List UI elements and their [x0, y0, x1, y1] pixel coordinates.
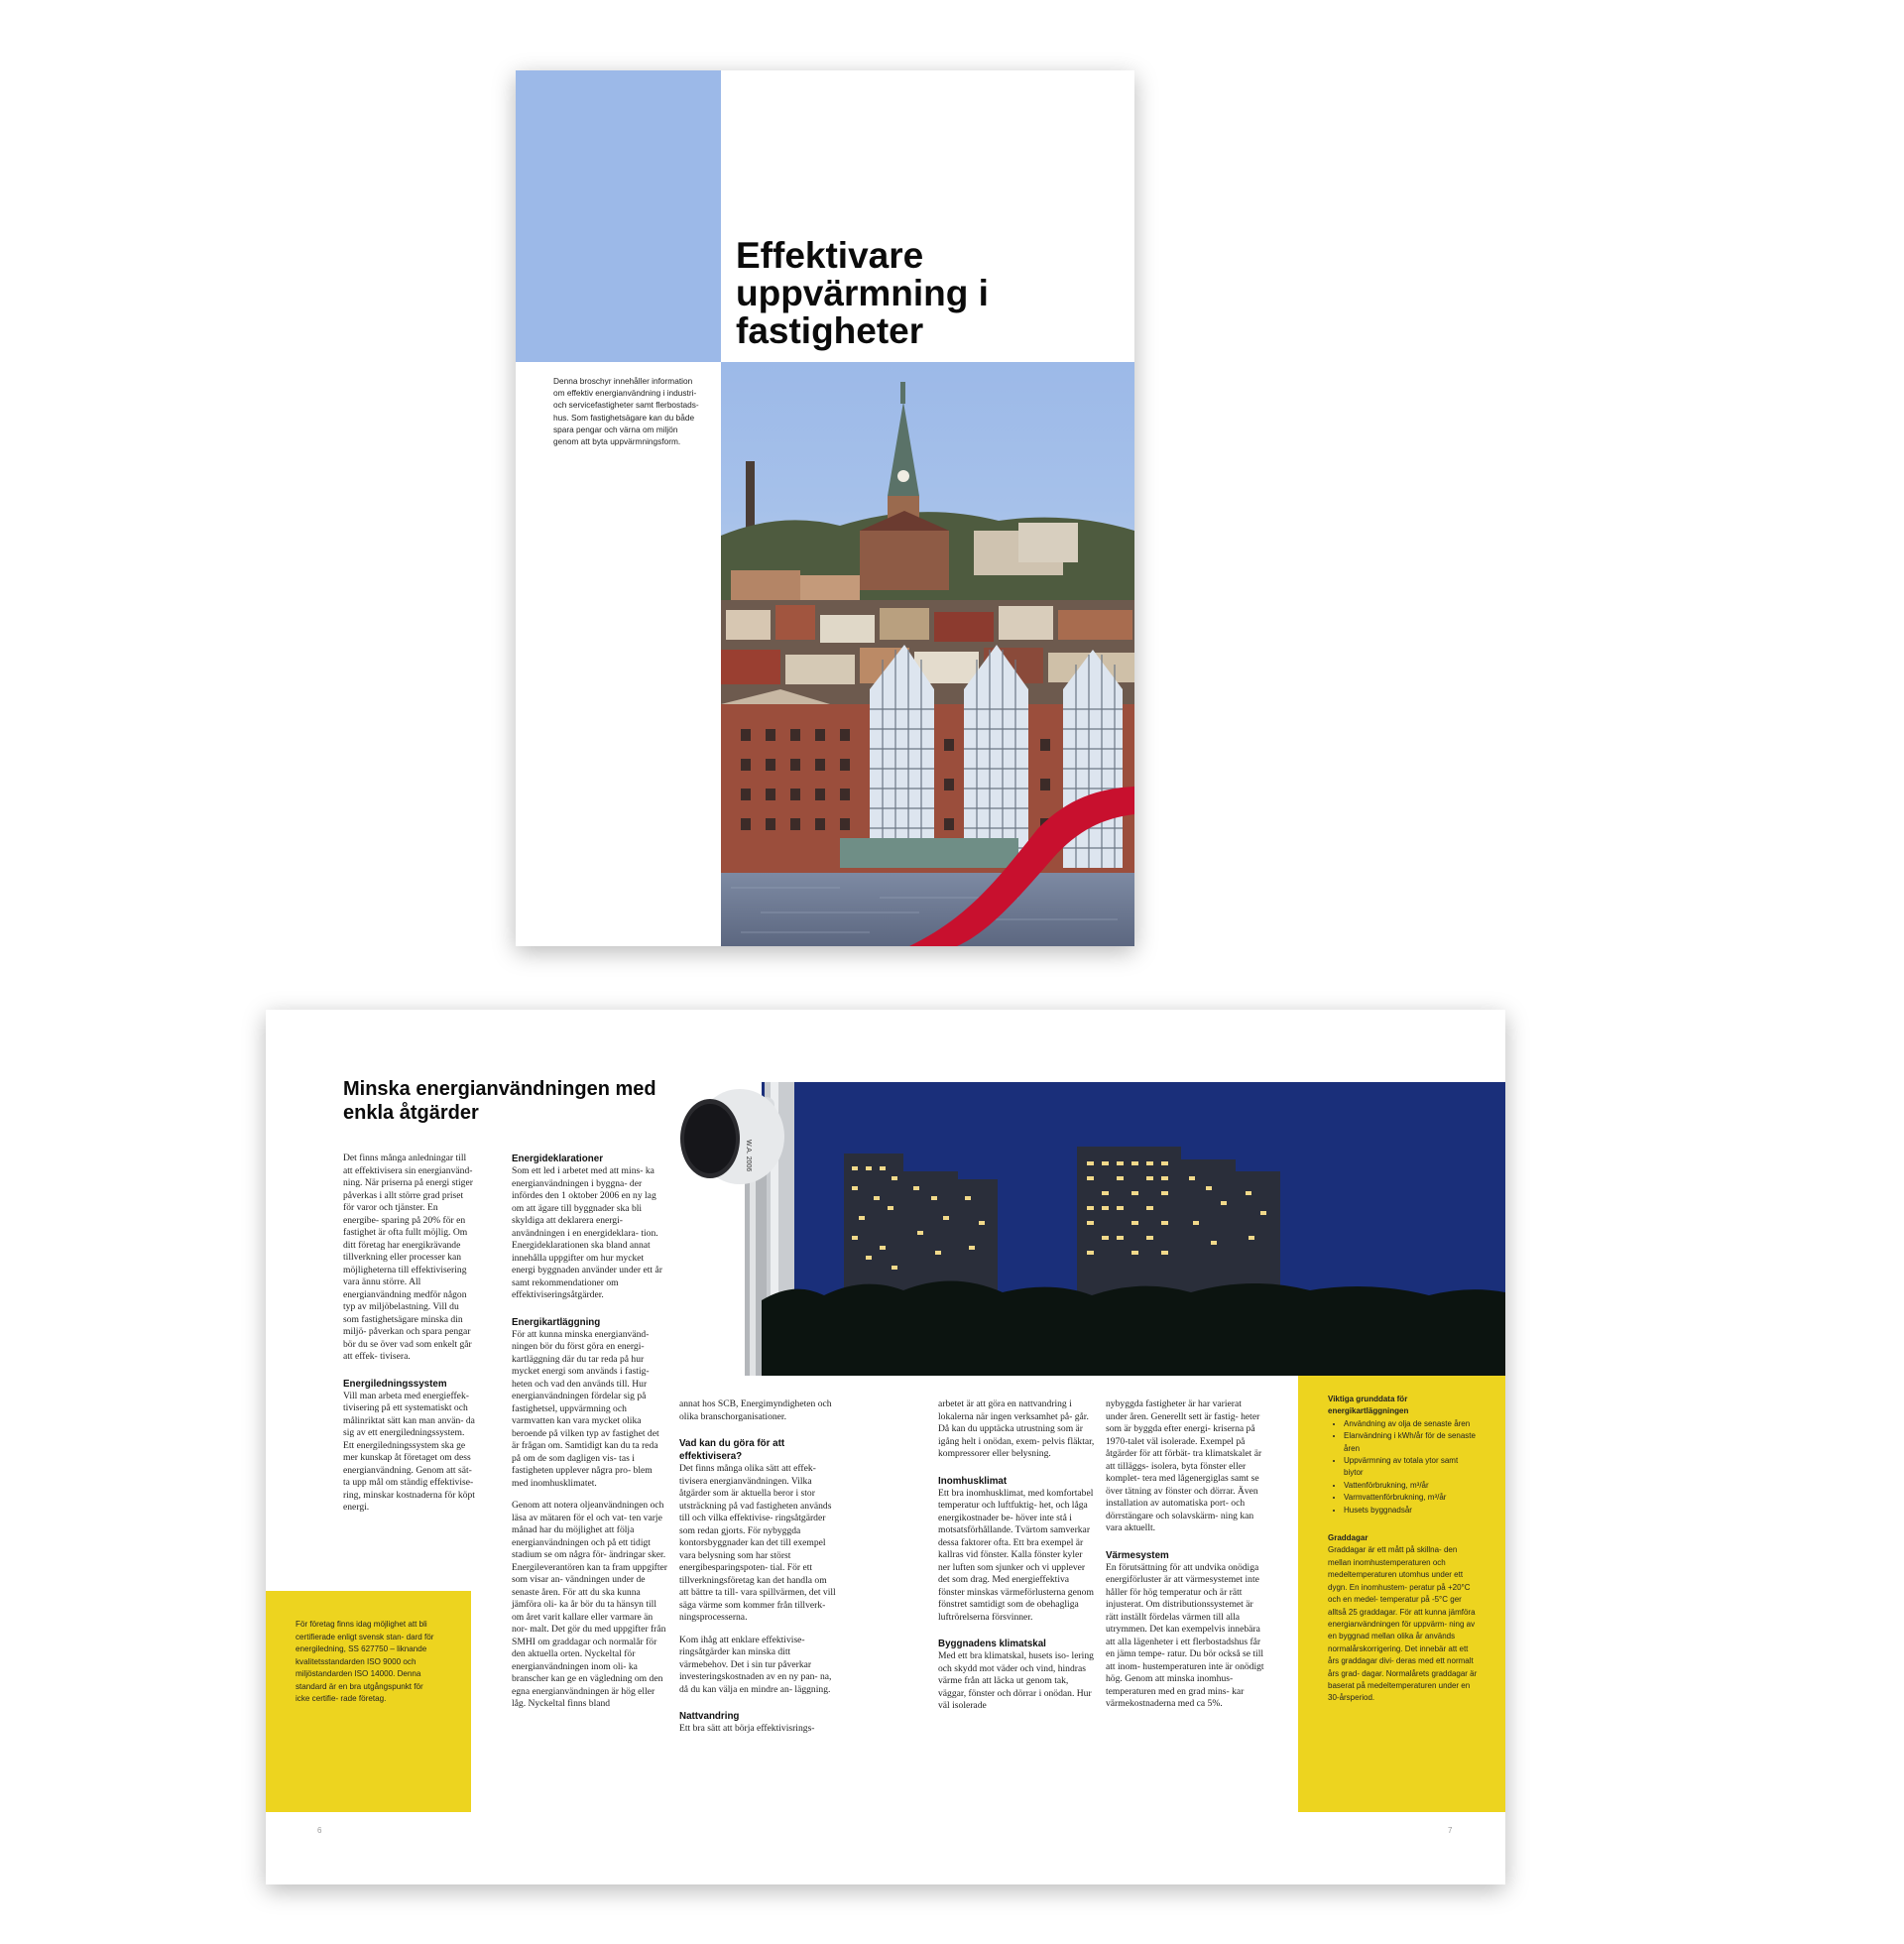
subheading-varmesystem: Värmesystem: [1106, 1549, 1169, 1561]
spread-heading: Minska energianvändningen med enkla åtgärder: [343, 1078, 656, 1124]
graddagar-heading: Graddagar: [1328, 1533, 1368, 1543]
cover-blue-block: [516, 70, 721, 362]
paragraph: annat hos SCB, Energimyndigheten och olika branschorganisationer.: [679, 1398, 832, 1422]
page-number-right: 7: [1448, 1826, 1453, 1835]
certification-note-box: [266, 1591, 471, 1812]
list-item: • Vattenförbrukning, m³/år: [1344, 1480, 1479, 1492]
cover-title: Effektivare uppvärmning i fastigheter: [736, 235, 989, 351]
thermostat-label: W.A. 2006: [745, 1140, 752, 1172]
paragraph: Kom ihåg att enklare effektivise- ringsåtgärder kan minska ditt värmebehov. Det i sin tur påverkar investeringskostnaden av en ny pan- na, då du kan välja en mindre an- läggning.: [679, 1634, 832, 1695]
subheading-energideklarationer: Energideklarationer: [512, 1154, 604, 1164]
key-data-box: [1298, 1376, 1505, 1812]
subheading-vad-kan-du-gora: Vad kan du göra för att effektivisera?: [679, 1438, 785, 1462]
key-data-content: [1328, 1394, 1479, 1705]
subheading-byggnadens-klimatskal: Byggnadens klimatskal: [938, 1639, 1046, 1649]
text-column-5: [1106, 1398, 1264, 1721]
paragraph: arbetet är att göra en nattvandring i lokalerna när ingen verksamhet på- går. Då kan du upptäcka utrustning som är igång helt i onödan, exem- pelvis fläktar, kompressorer eller belysning.: [938, 1398, 1095, 1459]
key-data-heading: Viktiga grunddata för energikartläggningen: [1328, 1395, 1409, 1416]
subheading-inomhusklimat: Inomhusklimat: [938, 1475, 1008, 1487]
list-item: • Elanvändning i kWh/år för de senaste åren: [1344, 1430, 1479, 1455]
brochure-spread: [266, 1010, 1505, 1884]
paragraph: Det finns många olika sätt att effek- tivisera energianvändningen. Vilka åtgärder som är aktuella beror i stor utsträckning på vad fastigheten används till och vilka effektivise- ringsåtgärder som redan gjorts. För nybyggda kontorsbyggnader kan det till exempel vara belysning som har störst energibesparingspoten- tial. För ett tillverkningsföretag kan det handla om att bättre ta till- vara spillvärmen, det vill säga värme som kommer från tillverk- ningsprocesserna.: [679, 1463, 836, 1623]
list-item: • Varmvattenförbrukning, m³/år: [1344, 1492, 1479, 1504]
night-buildings-photo: [675, 1082, 1505, 1376]
paragraph: Det finns många anledningar till att effektivisera sin energianvänd- ning. När priserna på energi stiger påverkas i allt större grad priset för varor och tjänster. En energibe- sparing på 20% för en fastighet är ofta fullt möjlig. Om ditt företag har energikrävande tillverkning eller processer kan möjligheterna till effektivisering vara ännu större. All energianvändning medför någon typ av miljöbelastning. Vill du som fastighetsägare minska din miljö- påverkan och spara pengar bör du se över vad som enkelt går att effek- tivisera.: [343, 1153, 473, 1362]
paragraph: Ett bra sätt att börja effektivisrings-: [679, 1723, 815, 1734]
paragraph: Som ett led i arbetet med att mins- ka energianvändningen i byggna- der infördes den 1 oktober 2006 en ny lag om att ägare till byggnader ska bli skyldiga att deklarera energi- användningen i en energideklara- tion. Energideklarationen ska bland annat innehålla uppgifter om hur mycket energi byggnaden använder under ett år samt rekommendationer om effektiviseringsåtgärder.: [512, 1165, 662, 1300]
paragraph: Med ett bra klimatskal, husets iso- lering och skydd mot väder och vind, hindras värme från att läcka ut genom tak, väggar, fönster och dörrar i onödan. Hur väl isolerade: [938, 1650, 1094, 1711]
paragraph: För att kunna minska energianvänd- ningen bör du först göra en energi- kartläggning där du tar reda på hur mycket energi som används i fastig- heten och vad den används till. Hur energianvändningen fördelar sig på fastighetsel, uppvärmning och varmvatten kan vara mycket olika beroende på vilken typ av fastighet det är frågan om. Samtidigt kan du ta reda på om de som dagligen vis- tas i fastigheten upplever några pro- blem med inomhusklimatet.: [512, 1328, 659, 1489]
list-item: • Uppvärmning av totala ytor samt biytor: [1344, 1455, 1479, 1480]
paragraph: Genom att notera oljeanvändningen och läsa av mätaren för el och vat- ten varje månad har du möjlighet att följa energianvändningen och på ett tidigt stadium se om några för- ändringar sker. Energileverantören kan ta fram uppgifter som visar an- vändningen under de senaste åren. För att du ska kunna jämföra oli- ka år bör du ta hänsyn till om året varit kallare eller varmare än nor- malt. Det gör du med uppgifter från SMHI om graddagar och normalår för den aktuella orten. Nyckeltal för energianvändningen inom oli- ka branscher kan ge en vägledning om den egna energianvändningen är hög eller låg. Nyckeltal finns bland: [512, 1500, 667, 1709]
key-data-list: [1328, 1418, 1479, 1517]
text-column-2: [512, 1153, 667, 1721]
paragraph: Vill man arbeta med energieffek- tivisering på ett systematiskt och målinriktat sätt kan man använ- da sig av ett energiledningssystem. Ett energiledningssystem ska ge mer kunskap åt företaget om dess energianvändning. Genom att sät- ta upp mål om ständig effektivise- ring, minskar kostnaderna för köpt energi.: [343, 1390, 475, 1513]
brochure-cover: [516, 70, 1134, 946]
paragraph: Ett bra inomhusklimat, med komfortabel temperatur och luftfuktig- het, och låga energikostnader be- höver inte stå i motsatsförhållande. Tvärtom samverkar dessa faktorer ofta. Ett bra exempel är kallras vid fönster. Kalla fönster kyler ner luften som sjunker och vi upplever det som drag. Med energieffektiva fönster minskas värmeförlusterna genom fönstret samtidigt som de obehagliga luftrörelserna försvinner.: [938, 1487, 1094, 1623]
page-number-left: 6: [317, 1826, 322, 1835]
paragraph: nybyggda fastigheter är har varierat under åren. Generellt sett är fastig- heter som är byggda efter energi- kriserna på 1970-talet väl isolerade. Exempel på åtgärder för att förbät- tra klimatskalet är att tilläggs- isolera, byta fönster eller komplet- tera med lågenergiglas samt se över tätning av fönster och dörrar. Även installation av automatiska port- och dörrstängare och solavskärm- ning kan vara aktuellt.: [1106, 1398, 1262, 1533]
paragraph: En förutsättning för att undvika onödiga energiförluster är att värmesystemet inte håller för hög temperatur och är rätt injusterat. Om distributionssystemet är rätt inställt fördelas värmen till alla utrymmen. Det kan exempelvis innebära att alla lägenheter i ett flerbostadshus får en jämn tempe- ratur. Du bör också se till att inom- hustemperaturen inte är onödigt hög. Genom att minska inomhus- temperaturen med en grad mins- kar värmekostnaderna med ca 5%.: [1106, 1561, 1264, 1709]
cover-town-photo: [721, 362, 1134, 946]
graddagar-text: Graddagar är ett mått på skillna- den mellan inomhustemperaturen och medeltemperaturen utomhus under ett dygn. En inomhustem- peratur på +20°C och en medel- temperatur på -5°C ger alltså 25 graddagar. För att kunna jämföra energianvändningen för uppvärm- ning av en byggnad mellan olika år används normalårskorrigering. Det innebär att ett års graddagar divi- deras med ett normalt års grad- dagar. Normalårets graddagar är baserat på medeltemperaturen under en 30-årsperiod.: [1328, 1545, 1478, 1703]
town-illustration: [721, 362, 1134, 946]
text-column-3: [679, 1398, 836, 1746]
subheading-energiledningssystem: Energiledningssystem: [343, 1378, 447, 1390]
list-item: • Husets byggnadsår: [1344, 1505, 1479, 1517]
subheading-energikartlaggning: Energikartläggning: [512, 1316, 601, 1328]
subheading-nattvandring: Nattvandring: [679, 1711, 740, 1722]
cover-intro: Denna broschyr innehåller information om effektiv energianvändning i industri- och servicefastigheter samt flerbostads- hus. Som fastighetsägare kan du både spara pengar och värna om miljön genom att byta uppvärmningsform.: [553, 376, 699, 447]
text-column-1: [343, 1153, 476, 1524]
text-column-4: [938, 1398, 1097, 1723]
certification-note-text: För företag finns idag möjlighet att bli certifierade enligt svensk stan- dard för energiledning, SS 627750 – liknande kvalitetsstandarden ISO 9000 och miljöstandarden ISO 14000. Denna standard är en bra utgångspunkt för icke certifie- rade företag.: [296, 1620, 434, 1703]
list-item: • Användning av olja de senaste åren: [1344, 1418, 1479, 1430]
night-illustration: [675, 1082, 1505, 1376]
